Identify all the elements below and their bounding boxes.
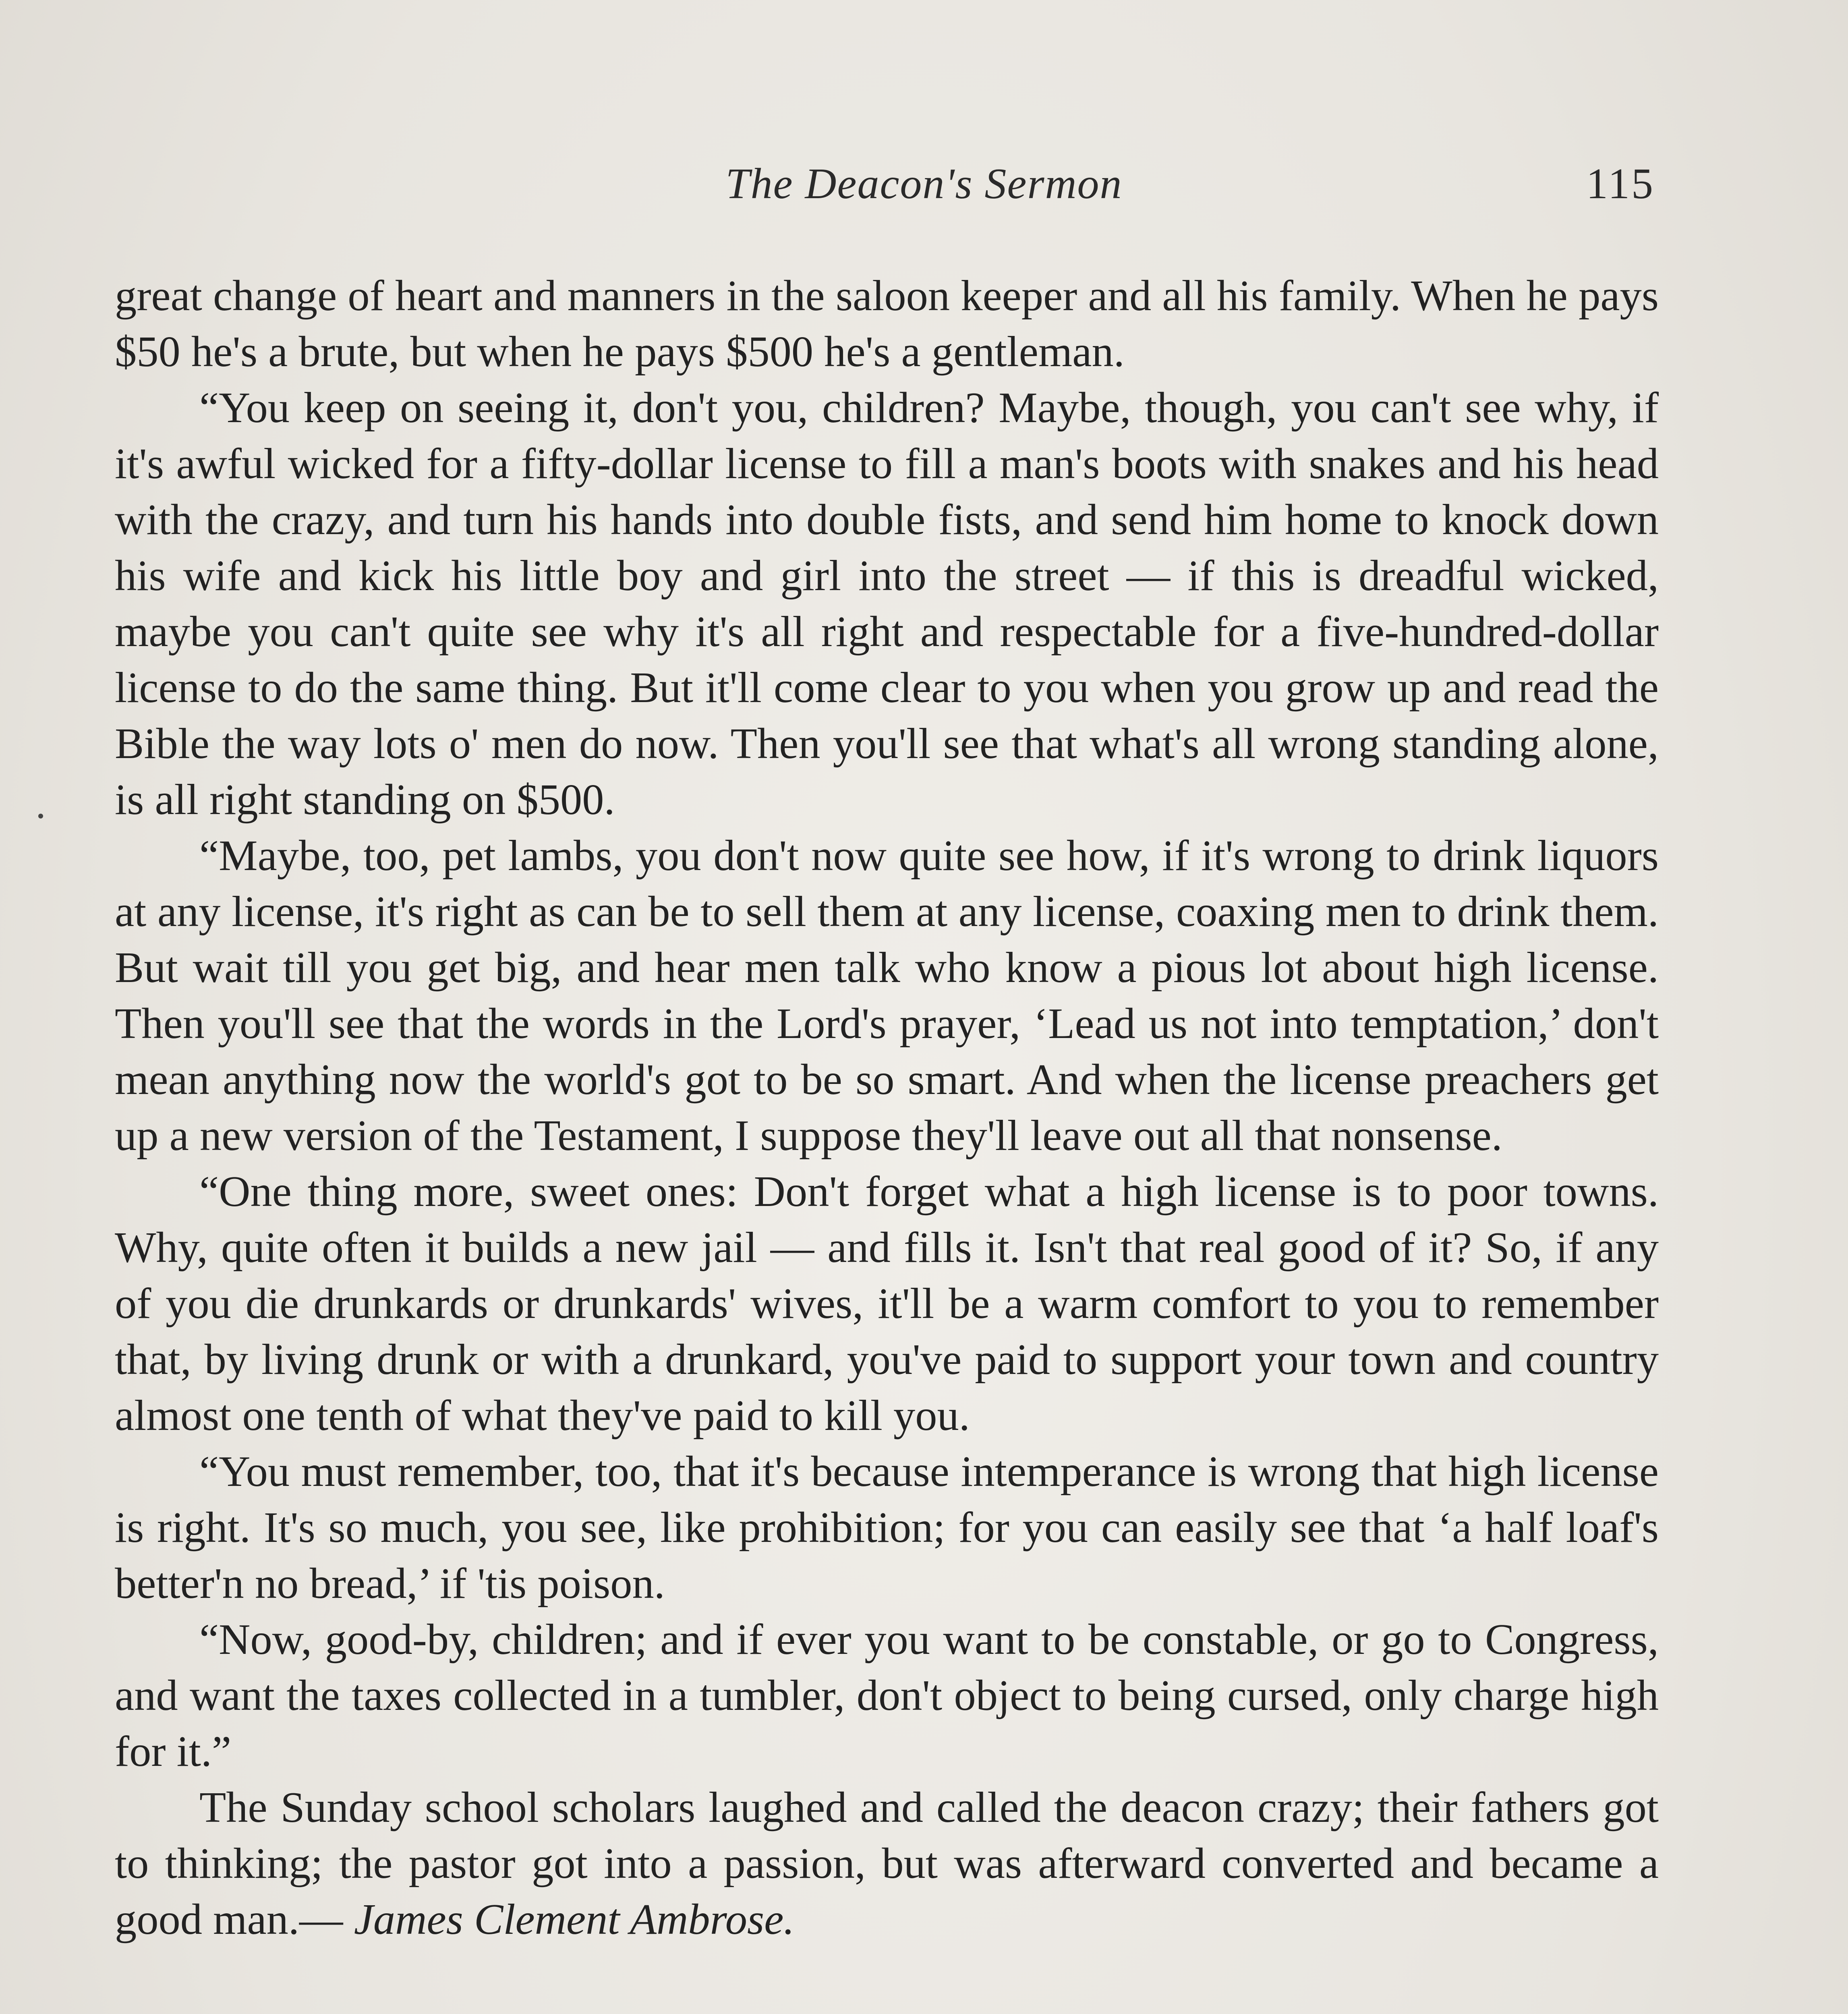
paragraph-6: “Now, good-by, children; and if ever you want to be constable, or go to Congress, and want the taxes collected in a tumbler, don't object to being cursed, only charge high for it.” [115,1615,1659,1776]
page-header [0,159,1848,220]
paragraph-4: “One thing more, sweet ones: Don't forget what a high license is to poor towns. Why, quite often it builds a new jail — and fills it. Isn't that real good of it? So, if any of you die drunkards or drunkards' wives, it'll be a warm comfort to you to remember that, by living drunk or with a drunkard, you've paid to support your town and country almost one tenth of what they've paid to kill you. [115,1167,1659,1440]
closing-text: The Sunday school scholars laughed and called the deacon crazy; their fathers got to thinking; the pastor got into a passion, but was afterward converted and became a good man.— [115,1783,1659,1944]
print-speck [38,814,43,818]
paragraph-2: “You keep on seeing it, don't you, children? Maybe, though, you can't see why, if it's awful wicked for a fifty-dollar license to fill a man's boots with snakes and his head with the crazy, and turn his hands into double fists, and send him home to knock down his wife and kick his little boy and girl into the street — if this is dreadful wicked, maybe you can't quite see why it's all right and respectable for a five-hundred-dollar license to do the same thing. But it'll come clear to you when you grow up and read the Bible the way lots o' men do now. Then you'll see that what's all wrong standing alone, is all right standing on $500. [115,383,1659,824]
paragraph-5: “You must remember, too, that it's because intemperance is wrong that high license is right. It's so much, you see, like prohibition; for you can easily see that ‘a half loaf's better'n no bread,’ if 'tis poison. [115,1447,1659,1608]
paragraph-3: “Maybe, too, pet lambs, you don't now quite see how, if it's wrong to drink liquors at any license, it's right as can be to sell them at any license, coaxing men to drink them. But wait till you get big, and hear men talk who know a pious lot about high license. Then you'll see that the words in the Lord's prayer, ‘Lead us not into temptation,’ don't mean anything now the world's got to be so smart. And when the license preachers get up a new version of the Testament, I suppose they'll leave out all that nonsense. [115,831,1659,1160]
closing-paragraph [115,1780,1659,1948]
paragraph-1: great change of heart and manners in the saloon keeper and all his family. When he pays $50 he's a brute, but when he pays $500 he's a gentleman. [115,271,1659,376]
author-signature: James Clement Ambrose. [354,1895,795,1944]
page-number: 115 [1586,160,1655,208]
body-text [115,268,1659,1948]
running-head: The Deacon's Sermon [725,160,1123,208]
